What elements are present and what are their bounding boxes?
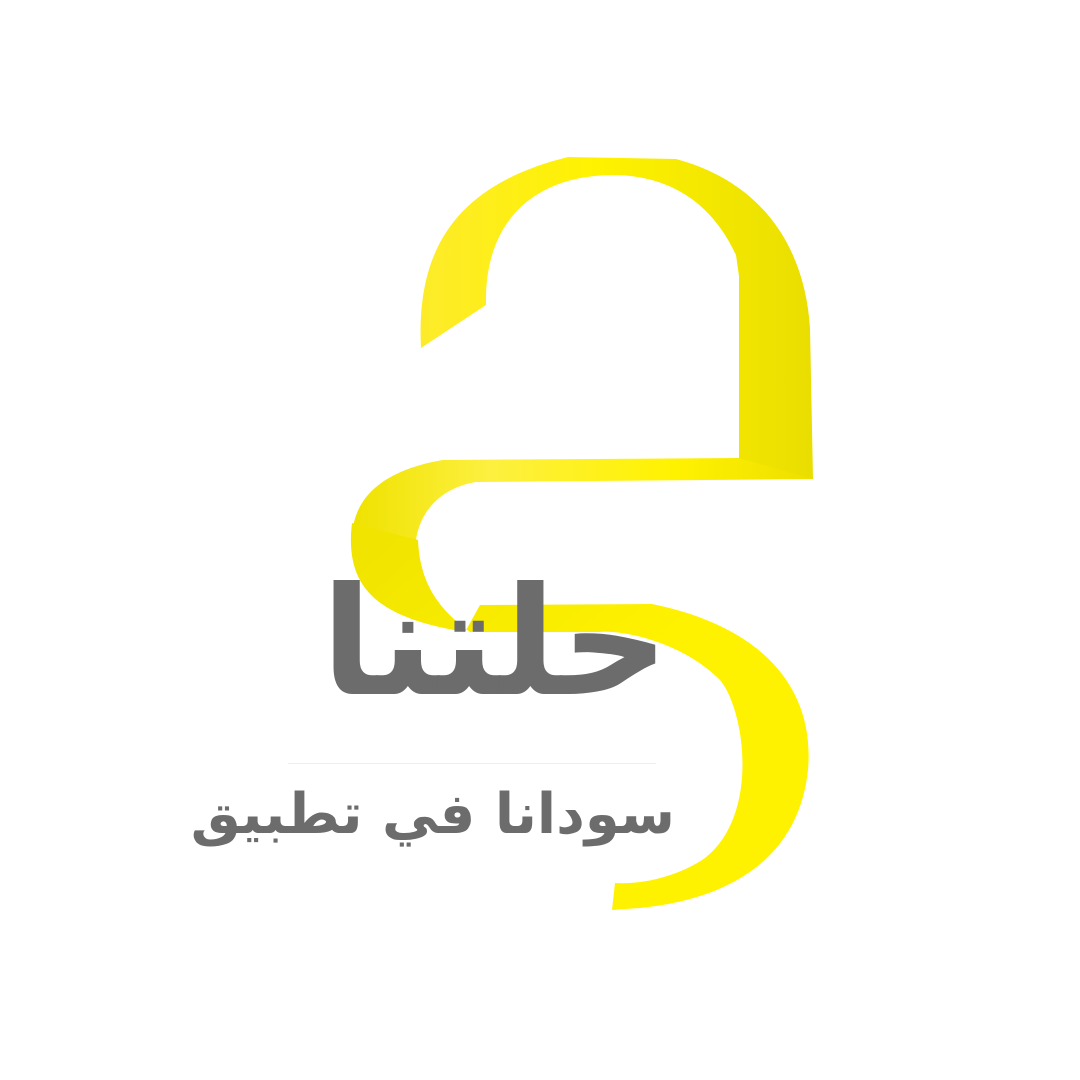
brand-name: حلتنا	[320, 556, 670, 730]
tagline: سودانا في تطبيق	[190, 782, 675, 847]
divider	[288, 763, 656, 764]
